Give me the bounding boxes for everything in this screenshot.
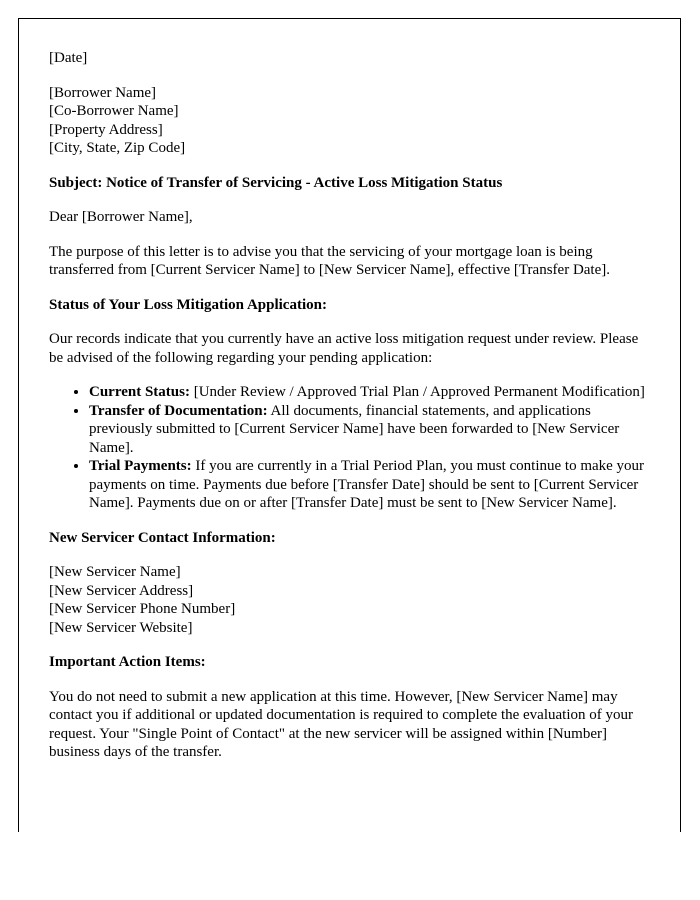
action-section-body: You do not need to submit a new application at this time. However, [New Servicer Name] may contact you if additional or updated documentation is required to complete the evaluation of your request. Your "Single Point of Contact" at the new servicer will be assigned within [Number] business days of the transfer. [49,688,633,760]
bullet-text: If you are currently in a Trial Period Plan, you must continue to make your payments on time. Payments due before [Transfer Date] should be sent to [Current Servicer Name]. Payments due on or after [Transfer Date] must be sent to [New Servicer Name]. [89,458,645,511]
letter-date: [Date] [49,50,88,66]
status-bullet-list [49,383,650,513]
subject-line: Subject: Notice of Transfer of Servicing - Active Loss Mitigation Status [49,174,503,191]
bullet-label: Current Status: [89,384,190,400]
intro-paragraph: The purpose of this letter is to advise you that the servicing of your mortgage loan is being transferred from [Current Servicer Name] to [New Servicer Name], effective [Transfer Date]. [49,243,610,278]
recipient-line: [Co-Borrower Name] [49,103,179,119]
recipient-line: [City, State, Zip Code] [49,140,186,156]
servicer-contact-line: [New Servicer Address] [49,582,194,599]
bullet-label: Transfer of Documentation: [89,402,268,419]
contact-section-heading: New Servicer Contact Information: [49,529,276,546]
servicer-contact-line: [New Servicer Name] [49,564,181,580]
status-section-heading: Status of Your Loss Mitigation Application: [49,296,327,313]
bullet-current-status [89,383,650,402]
servicer-contact-line: [New Servicer Phone Number] [49,601,236,617]
new-servicer-contact-block [49,563,650,637]
servicer-contact-line: [New Servicer Website] [49,619,193,636]
bullet-text: [Under Review / Approved Trial Plan / Approved Permanent Modification] [193,384,645,400]
salutation: Dear [Borrower Name], [49,209,193,225]
recipient-line: [Borrower Name] [49,84,157,101]
recipient-line: [Property Address] [49,121,163,138]
bullet-transfer-documentation [89,402,650,458]
bullet-label: Trial Payments: [89,458,192,474]
status-section-body: Our records indicate that you currently have an active loss mitigation request under review. Please be advised of the following regarding your pending application: [49,331,639,366]
letter-page [18,18,681,832]
bullet-text: All documents, financial statements, and applications previously submitted to [Current Servicer Name] have been forwarded to [New Servicer Name]. [89,402,620,456]
recipient-address-block [49,84,650,158]
bullet-trial-payments [89,457,650,513]
action-section-heading: Important Action Items: [49,654,206,670]
